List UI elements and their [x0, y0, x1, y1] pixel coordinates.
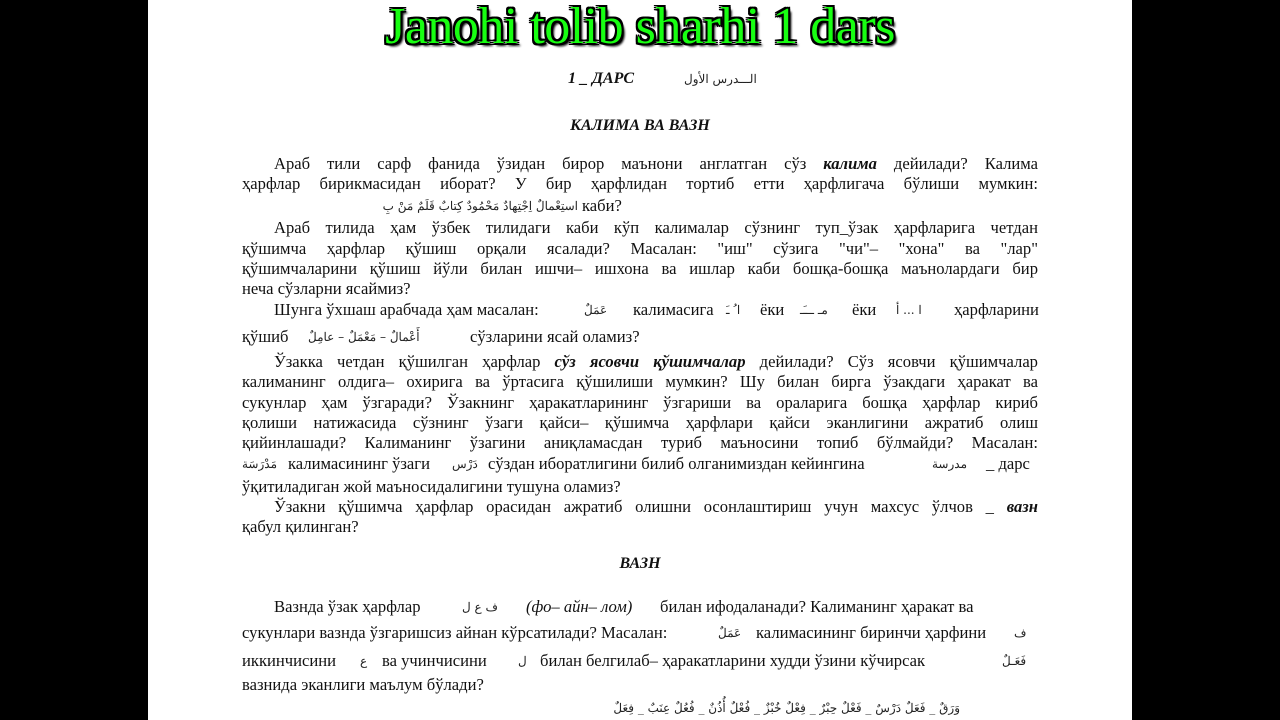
p3-arabic-letters-2: مـ ـــَـ	[800, 303, 828, 317]
p4-line-4: қолиши натижасида сўзнинг ўзаги қайси– қўшимча ҳарфлари қайси эканлигини ажратиб олиш	[242, 413, 1038, 432]
p4-line-6c: _ дарс	[986, 454, 1030, 473]
p3-line-2a: қўшиб	[242, 327, 289, 346]
p4-line-6a: калимасининг ўзаги	[288, 454, 430, 473]
p6-line-1c: билан ифодаланади? Калиманинг ҳаракат ва	[660, 597, 974, 616]
p6-line-3a: иккинчисини	[242, 651, 336, 670]
p1-kabi: каби?	[582, 196, 622, 215]
p4-arabic-madrasa-2: مدرسة	[932, 457, 968, 471]
p6-line-2b: калимасининг биринчи ҳарфини	[756, 623, 987, 642]
document-page	[148, 0, 1132, 720]
p3-line-2b: сўзларини ясай оламиз?	[470, 327, 640, 346]
lesson-number-arabic: الـــدرس الأول	[684, 72, 757, 86]
p6-arabic-amal: عَمَلٌ	[718, 626, 742, 640]
p1-arabic-examples: استِعْمالٌ اِجْتِهادٌ مَحْمُودٌ كِتابٌ قَلَمٌ مَنْ بِ	[382, 199, 578, 213]
p6-arabic-lam: ل	[518, 654, 527, 668]
p1-line-2: ҳарфлар бирикмасидан иборат? У бир ҳарфлидан тортиб етти ҳарфлигача бўлиши мумкин:	[242, 174, 1038, 193]
p3-line-1a: Шунга ўхшаш арабчада ҳам масалан:	[274, 300, 539, 319]
p4-line-1: Ўзакка четдан қўшилган ҳарфлар сўз ясовчи қўшимчалар дейилади? Сўз ясовчи қўшимчалар	[274, 352, 1038, 371]
p6-line-2a: сукунлари вазнда ўзгаришсиз айнан кўрсатилади? Масалан:	[242, 623, 668, 642]
p2-line-1: Араб тилида ҳам ўзбек тилидаги каби кўп калималар сўзнинг туп_ўзак ҳарфларига четдан	[274, 218, 1038, 237]
p4-arabic-dars: دَرْس	[452, 457, 478, 471]
p3-arabic-amal: عَمَلٌ	[584, 303, 608, 317]
lesson-number: 1 _ ДАРС	[568, 70, 635, 87]
p4-arabic-madrasa: مَدْرَسَة	[242, 457, 278, 471]
p6-line-3c: билан белгилаб– ҳаракатларини худди ўзини кўчирсак	[540, 651, 926, 670]
p6-arabic-fail: ف ع ل	[462, 600, 498, 614]
p6-arabic-faal: فَعَـلٌ	[1002, 654, 1027, 668]
p6-line-3b: ва учинчисини	[382, 651, 487, 670]
p3-arabic-letters-1: ا ُ ـَ	[726, 303, 741, 317]
section-title-vazn: ВАЗН	[619, 555, 661, 572]
video-title-banner: Janohi tolib sharhi 1 dars	[385, 0, 895, 55]
p5-line-2: қабул қилинган?	[242, 517, 359, 536]
p4-line-3: сукунлар ҳам ўзгаради? Ўзакнинг ҳаракатларининг ўзгариши ва ораларига бошқа ҳарфлар кириб	[242, 393, 1038, 412]
p2-line-4: неча сўзларни ясаймиз?	[242, 279, 411, 298]
p3-line-1d: ёки	[852, 300, 877, 319]
p3-arabic-letters-3: ا ... أ	[896, 303, 922, 317]
p4-line-5: қийинлашади? Калиманинг ўзагини аниқламасдан туриб маъносини топиб бўлмайди? Масалан:	[242, 433, 1038, 452]
p2-line-3: қўшимчаларини қўшиш йўли билан ишчи– ишхона ва ишлар каби бошқа-бошқа маънолардаги бир	[242, 259, 1038, 278]
p4-line-7: ўқитиладиган жой маъносидалигини тушуна оламиз?	[242, 477, 621, 496]
p6-line-1a: Вазнда ўзак ҳарфлар	[274, 597, 421, 616]
p4-line-2: калиманинг олдига– охирига ва ўртасига қўшилиши мумкин? Шу билан бирга ўзакдаги ҳаракат ва	[242, 372, 1038, 391]
p3-arabic-derived-words: أَعْمالٌ – مَعْمَلٌ – عامِلٌ	[308, 330, 420, 344]
p2-line-2: қўшимча ҳарфлар қўшиш орқали ясалади? Масалан: "иш" сўзига "чи"– "хона" ва "лар"	[242, 239, 1038, 258]
section-title-kalima: КАЛИМА ВА ВАЗН	[570, 117, 710, 134]
p6-arabic-fa: ف	[1014, 626, 1027, 640]
p1-line-1: Араб тили сарф фанида ўзидан бирор маънони англатган сўз калима дейилади? Калима	[274, 154, 1039, 173]
p4-line-6b: сўздан иборатлигини билиб олганимиздан кейингина	[488, 454, 865, 473]
p6-arabic-examples: وَرَقٌ _ فَعَلٌ دَرْسٌ _ فَعْلٌ حِبْرٌ _ فِعْلٌ خُبْزٌ _ فُعْلٌ أُذُنٌ _ فُعُلٌ عِنَبٌ _ فِعَلٌ	[613, 701, 960, 715]
p3-line-1b: калимасига	[633, 300, 714, 319]
p6-arabic-ayn: ع	[360, 654, 368, 668]
p6-line-1b: (фо– айн– лом)	[526, 597, 633, 616]
p3-line-1c: ёки	[760, 300, 785, 319]
p3-line-1e: ҳарфларини	[954, 300, 1039, 319]
p5-line-1: Ўзакни қўшимча ҳарфлар орасидан ажратиб олишни осонлаштириш учун махсус ўлчов _ вазн	[274, 497, 1038, 516]
p6-line-4: вазнида эканлиги маълум бўлади?	[242, 675, 484, 694]
